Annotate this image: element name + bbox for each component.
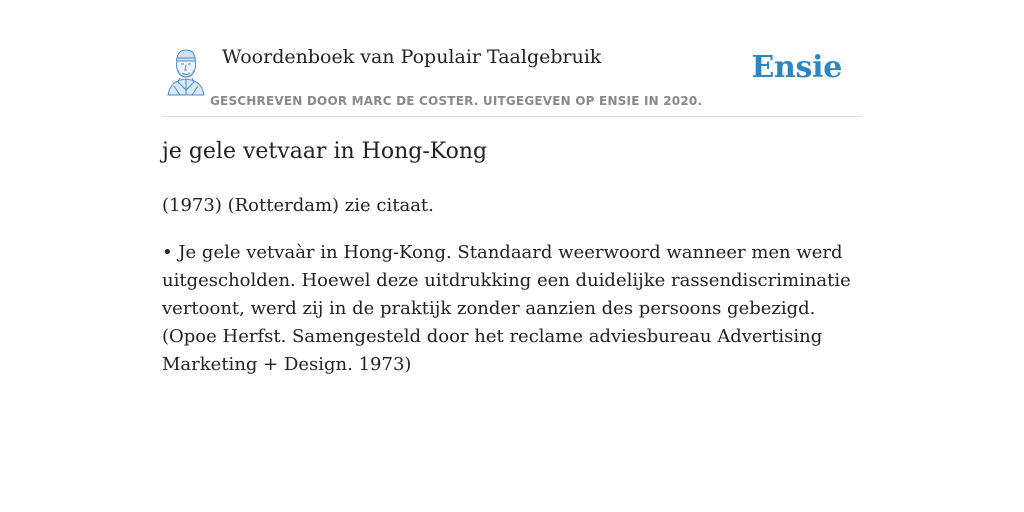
entry-term: je gele vetvaar in Hong-Kong <box>162 139 488 164</box>
author-portrait-icon <box>164 46 208 96</box>
byline: GESCHREVEN DOOR MARC DE COSTER. UITGEGEVEN OP ENSIE IN 2020. <box>210 94 703 108</box>
header <box>162 40 862 117</box>
entry-definition: (1973) (Rotterdam) zie citaat. <box>162 195 434 216</box>
entry-quote: • Je gele vetvaàr in Hong-Kong. Standaard weerwoord wanneer men werd uitgescholden. Hoewel deze uitdrukking een duidelijke rassendiscriminatie vertoont, werd zij in de praktijk zonder aanzien des persoons gebezigd. (Opoe Herfst. Samengesteld door het reclame adviesbureau Advertising Marketing + Design. 1973) <box>162 242 851 375</box>
ensie-logo[interactable]: Ensie <box>751 50 842 85</box>
dictionary-title[interactable]: Woordenboek van Populair Taalgebruik <box>222 46 602 68</box>
